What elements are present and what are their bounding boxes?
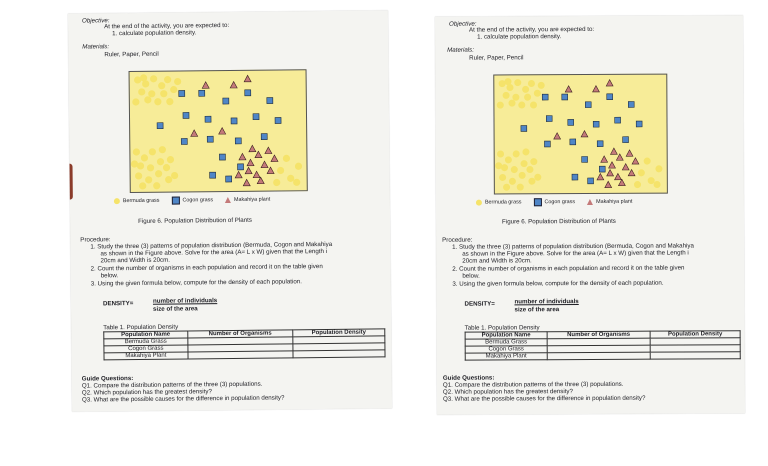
cogon-grass-mark [219, 154, 225, 160]
density-numerator: number of individuals [514, 298, 579, 306]
cogon-grass-mark [261, 134, 267, 140]
makahiya-plant-mark [632, 158, 639, 164]
bermuda-grass-mark [518, 102, 525, 109]
cogon-grass-mark [245, 90, 251, 96]
bermuda-grass-mark [163, 164, 170, 171]
cogon-grass-mark [210, 172, 216, 178]
cogon-grass-mark [253, 114, 259, 120]
population-distribution-plot [130, 70, 307, 192]
cogon-grass-mark [275, 117, 281, 123]
legend-makahiya: Makahiya plant [233, 196, 271, 203]
cogon-grass-mark [582, 156, 588, 162]
bermuda-legend-icon [114, 198, 120, 204]
makahiya-plant-mark [202, 82, 209, 89]
bermuda-grass-mark [522, 86, 529, 93]
cogon-grass-mark [585, 102, 591, 108]
bermuda-grass-mark [634, 181, 641, 188]
legend-bermuda: Bermuda grass [484, 199, 522, 206]
materials-heading: Materials: [447, 46, 474, 54]
makahiya-plant-mark [554, 133, 561, 139]
makahiya-plant-mark [249, 145, 256, 152]
legend-bermuda: Bermuda grass [122, 197, 160, 205]
bermuda-grass-mark [504, 78, 511, 85]
procedure-step-1a: 1. Study the three (3) patterns of population distribution (Bermuda, Cogon and Makahiya [90, 240, 333, 251]
bermuda-grass-mark [495, 162, 502, 169]
bermuda-grass-mark [132, 98, 139, 105]
makahiya-plant-mark [601, 156, 608, 162]
makahiya-plant-mark [265, 147, 272, 154]
guide-question-2: Q2. Which population has the greatest density? [442, 388, 573, 396]
population-figure [493, 74, 668, 195]
procedure-step-2a: 2. Count the number of organisms in each population and record it on the table given [452, 264, 685, 273]
cogon-grass-mark [623, 137, 629, 143]
legend-cogon: Cogon grass [182, 197, 214, 204]
bermuda-grass-mark [499, 174, 506, 181]
makahiya-plant-mark [605, 181, 612, 187]
guide-question-3: Q3. What are the possible causes for the difference in population density? [81, 394, 285, 404]
guide-question-2: Q2. Which population has the greatest density? [81, 388, 212, 397]
procedure-step-3: 3. Using the given formula below, compute for the density of each population. [452, 279, 664, 288]
makahiya-plant-mark [606, 80, 613, 86]
bermuda-grass-mark [277, 167, 284, 174]
cogon-grass-mark [181, 138, 187, 144]
bermuda-grass-mark [153, 182, 160, 189]
bermuda-grass-mark [141, 154, 148, 161]
bermuda-grass-mark [655, 165, 662, 172]
bermuda-legend-icon [476, 200, 482, 206]
bermuda-grass-mark [522, 148, 529, 155]
row-label: Bermuda Grass [104, 338, 188, 346]
makahiya-plant-mark [230, 81, 237, 88]
makahiya-plant-mark [247, 159, 254, 166]
table-cell [188, 351, 293, 359]
row-label: Cogon Grass [465, 346, 547, 353]
bermuda-grass-mark [174, 78, 181, 85]
cogon-grass-mark [267, 98, 273, 104]
legend-makahiya: Makahiya plant [596, 198, 633, 205]
makahiya-plant-mark [609, 162, 616, 168]
cogon-grass-mark [597, 141, 603, 147]
bermuda-grass-mark [139, 182, 146, 189]
bermuda-grass-mark [528, 80, 535, 87]
procedure-heading: Procedure: [80, 236, 111, 244]
figure-caption: Figure 6. Population Distribution of Plants [138, 216, 252, 225]
bermuda-grass-mark [530, 101, 537, 108]
bermuda-grass-mark [654, 181, 661, 188]
makahiya-plant-mark [239, 153, 246, 160]
bermuda-grass-mark [638, 169, 645, 176]
row-label: Makahiya Plant [104, 352, 188, 360]
bermuda-grass-mark [526, 166, 533, 173]
bermuda-grass-mark [149, 148, 156, 155]
cogon-grass-mark [235, 138, 241, 144]
bermuda-grass-mark [521, 160, 528, 167]
objective-heading: Objective: [448, 20, 477, 28]
cogon-grass-mark [593, 121, 599, 127]
bermuda-grass-mark [170, 86, 177, 93]
population-density-table [103, 328, 385, 360]
objective-line-1: At the end of the activity, you are expected to: [104, 21, 230, 31]
materials-list: Ruler, Paper, Pencil [469, 54, 524, 62]
materials-list: Ruler, Paper, Pencil [104, 50, 159, 59]
bermuda-grass-mark [538, 82, 545, 89]
bermuda-grass-mark [648, 177, 655, 184]
guide-heading: Guide Questions: [442, 374, 495, 382]
bermuda-grass-mark [534, 174, 541, 181]
density-denominator: size of the area [152, 305, 198, 313]
procedure-step-3: 3. Using the given formula below, compute for the density of each population. [90, 278, 302, 288]
bermuda-grass-mark [513, 150, 520, 157]
bermuda-grass-mark [287, 175, 294, 182]
bermuda-grass-mark [145, 176, 152, 183]
cogon-grass-mark [628, 102, 634, 108]
row-label: Cogon Grass [104, 345, 188, 353]
table-cell [547, 352, 650, 360]
bermuda-grass-mark [534, 90, 541, 97]
cogon-grass-mark [223, 98, 229, 104]
worksheet-photo-left [68, 10, 392, 411]
population-figure [129, 69, 308, 193]
makahiya-plant-mark [243, 179, 250, 186]
bermuda-grass-mark [528, 178, 535, 185]
bermuda-grass-mark [133, 148, 140, 155]
table-row [465, 352, 740, 360]
makahiya-plant-mark [618, 179, 625, 185]
table-cell [293, 350, 385, 358]
binder-clip [68, 164, 73, 200]
makahiya-plant-mark [257, 177, 264, 184]
bermuda-grass-mark [508, 100, 515, 107]
bermuda-grass-mark [524, 94, 531, 101]
bermuda-grass-mark [171, 172, 178, 179]
bermuda-grass-mark [160, 90, 167, 97]
cogon-grass-mark [562, 94, 568, 100]
bermuda-grass-mark [150, 75, 157, 82]
bermuda-grass-mark [505, 156, 512, 163]
makahiya-plant-mark [597, 174, 604, 180]
cogon-grass-mark [207, 136, 213, 142]
bermuda-grass-mark [135, 172, 142, 179]
cogon-grass-mark [521, 126, 527, 132]
col-population-density: Population Density [293, 329, 385, 337]
population-density-table [465, 330, 741, 360]
objective-line-2: 1. calculate population density. [112, 29, 197, 38]
bermuda-grass-mark [517, 184, 524, 191]
cogon-grass-mark [226, 176, 232, 182]
row-label: Makahiya Plant [465, 353, 547, 360]
bermuda-grass-mark [147, 164, 154, 171]
makahiya-plant-mark [245, 167, 252, 174]
bermuda-grass-mark [295, 163, 302, 170]
figure-caption: Figure 6. Population Distribution of Plants [502, 217, 616, 226]
makahiya-plant-mark [628, 169, 635, 175]
cogon-grass-mark [238, 164, 244, 170]
procedure-step-2b: below. [462, 272, 480, 280]
density-label: DENSITY= [464, 300, 495, 308]
cogon-grass-mark [570, 139, 576, 145]
makahiya-plant-mark [267, 167, 274, 174]
bermuda-grass-mark [503, 184, 510, 191]
procedure-step-1a: 1. Study the three (3) patterns of population distribution (Bermuda, Cogon and Makahiya [452, 242, 694, 251]
col-population-density: Population Density [650, 331, 740, 338]
procedure-step-2a: 2. Count the number of organisms in each population and record it on the table given [90, 263, 323, 273]
bermuda-grass-mark [157, 158, 164, 165]
bermuda-grass-mark [159, 146, 166, 153]
bermuda-grass-mark [514, 79, 521, 86]
cogon-grass-mark [205, 116, 211, 122]
makahiya-plant-mark [255, 151, 262, 158]
cogon-grass-mark [542, 94, 548, 100]
makahiya-plant-mark [271, 155, 278, 162]
cogon-grass-mark [568, 119, 574, 125]
guide-question-3: Q3. What are the possible causes for the difference in population density? [442, 394, 646, 403]
cogon-grass-mark [231, 118, 237, 124]
cogon-grass-mark [183, 112, 189, 118]
cogon-grass-mark [599, 166, 605, 172]
bermuda-grass-mark [293, 179, 300, 186]
makahiya-plant-mark [219, 128, 226, 135]
figure-legend [114, 196, 270, 206]
procedure-step-1b: as shown in the Figure above. Solve for the area (A= L x W) given that the Length i [462, 249, 689, 258]
cogon-legend-icon [171, 197, 179, 205]
bermuda-grass-mark [511, 166, 518, 173]
objective-line-1: At the end of the activity, you are expected to: [469, 25, 595, 34]
bermuda-grass-mark [509, 178, 516, 185]
makahiya-plant-mark [607, 170, 614, 176]
figure-legend [476, 198, 632, 207]
materials-heading: Materials: [82, 43, 110, 51]
cogon-grass-mark [607, 94, 613, 100]
bermuda-grass-mark [138, 88, 145, 95]
bermuda-grass-mark [158, 82, 165, 89]
makahiya-plant-mark [253, 171, 260, 178]
makahiya-plant-mark [616, 154, 623, 160]
guide-heading: Guide Questions: [81, 375, 134, 383]
makahiya-plant-mark [593, 86, 600, 92]
guide-question-1: Q1. Compare the distribution patterns of the three (3) populations. [81, 380, 263, 390]
makahiya-plant-mark [191, 130, 198, 137]
procedure-step-2b: below. [100, 272, 119, 280]
population-distribution-plot [494, 75, 667, 194]
legend-cogon: Cogon grass [544, 199, 576, 206]
bermuda-grass-mark [512, 94, 519, 101]
bermuda-grass-mark [154, 98, 161, 105]
cogon-grass-mark [588, 178, 594, 184]
bermuda-grass-mark [503, 92, 510, 99]
col-population-name: Population Name [465, 332, 547, 339]
makahiya-plant-mark [626, 150, 633, 156]
makahiya-plant-mark [610, 148, 617, 154]
cogon-grass-mark [572, 174, 578, 180]
bermuda-grass-mark [497, 102, 504, 109]
density-numerator: number of individuals [152, 297, 218, 305]
density-label: DENSITY= [102, 300, 134, 308]
bermuda-grass-mark [530, 158, 537, 165]
bermuda-grass-mark [164, 76, 171, 83]
makahiya-legend-icon [587, 199, 593, 205]
bermuda-grass-mark [166, 98, 173, 105]
row-label: Bermuda Grass [465, 339, 547, 346]
table-cell [650, 352, 740, 359]
makahiya-legend-icon [225, 197, 231, 203]
bermuda-grass-mark [155, 170, 162, 177]
cogon-grass-mark [199, 90, 205, 96]
bermuda-grass-mark [273, 179, 280, 186]
worksheet-photo-right [435, 15, 745, 415]
makahiya-plant-mark [261, 161, 268, 168]
density-denominator: size of the area [514, 306, 560, 314]
makahiya-plant-mark [565, 86, 572, 92]
procedure-step-1b: as shown in the Figure above. Solve for the area (A= L x W) given that the Length i [100, 247, 328, 258]
cogon-grass-mark [546, 116, 552, 122]
procedure-step-1c: 20cm and Width is 20cm. [100, 256, 171, 265]
guide-question-1: Q1. Compare the distribution patterns of the three (3) populations. [442, 380, 624, 389]
objective-line-2: 1. calculate population density. [477, 33, 562, 41]
bermuda-grass-mark [148, 90, 155, 97]
makahiya-plant-mark [235, 171, 242, 178]
bermuda-grass-mark [167, 156, 174, 163]
cogon-legend-icon [533, 198, 541, 206]
col-number-of-organisms: Number of Organisms [547, 331, 650, 339]
table-title: Table 1. Population Density [103, 323, 179, 332]
cogon-grass-mark [615, 117, 621, 123]
cogon-grass-mark [157, 123, 163, 129]
makahiya-plant-mark [581, 131, 588, 137]
bermuda-grass-mark [497, 150, 504, 157]
bermuda-grass-mark [144, 96, 151, 103]
makahiya-plant-mark [622, 164, 629, 170]
procedure-step-1c: 20cm and Width is 20cm. [462, 257, 532, 265]
bermuda-grass-mark [519, 172, 526, 179]
procedure-heading: Procedure: [442, 236, 473, 244]
cogon-grass-mark [636, 121, 642, 127]
table-title: Table 1. Population Density [464, 324, 540, 332]
makahiya-plant-mark [614, 173, 621, 179]
objective-heading: Objective: [81, 17, 110, 25]
cogon-grass-mark [179, 90, 185, 96]
col-number-of-organisms: Number of Organisms [187, 330, 292, 338]
cogon-grass-mark [544, 141, 550, 147]
bermuda-grass-mark [644, 158, 651, 165]
bermuda-grass-mark [283, 155, 290, 162]
col-population-name: Population Name [104, 331, 188, 339]
bermuda-grass-mark [165, 176, 172, 183]
makahiya-plant-mark [244, 75, 251, 82]
